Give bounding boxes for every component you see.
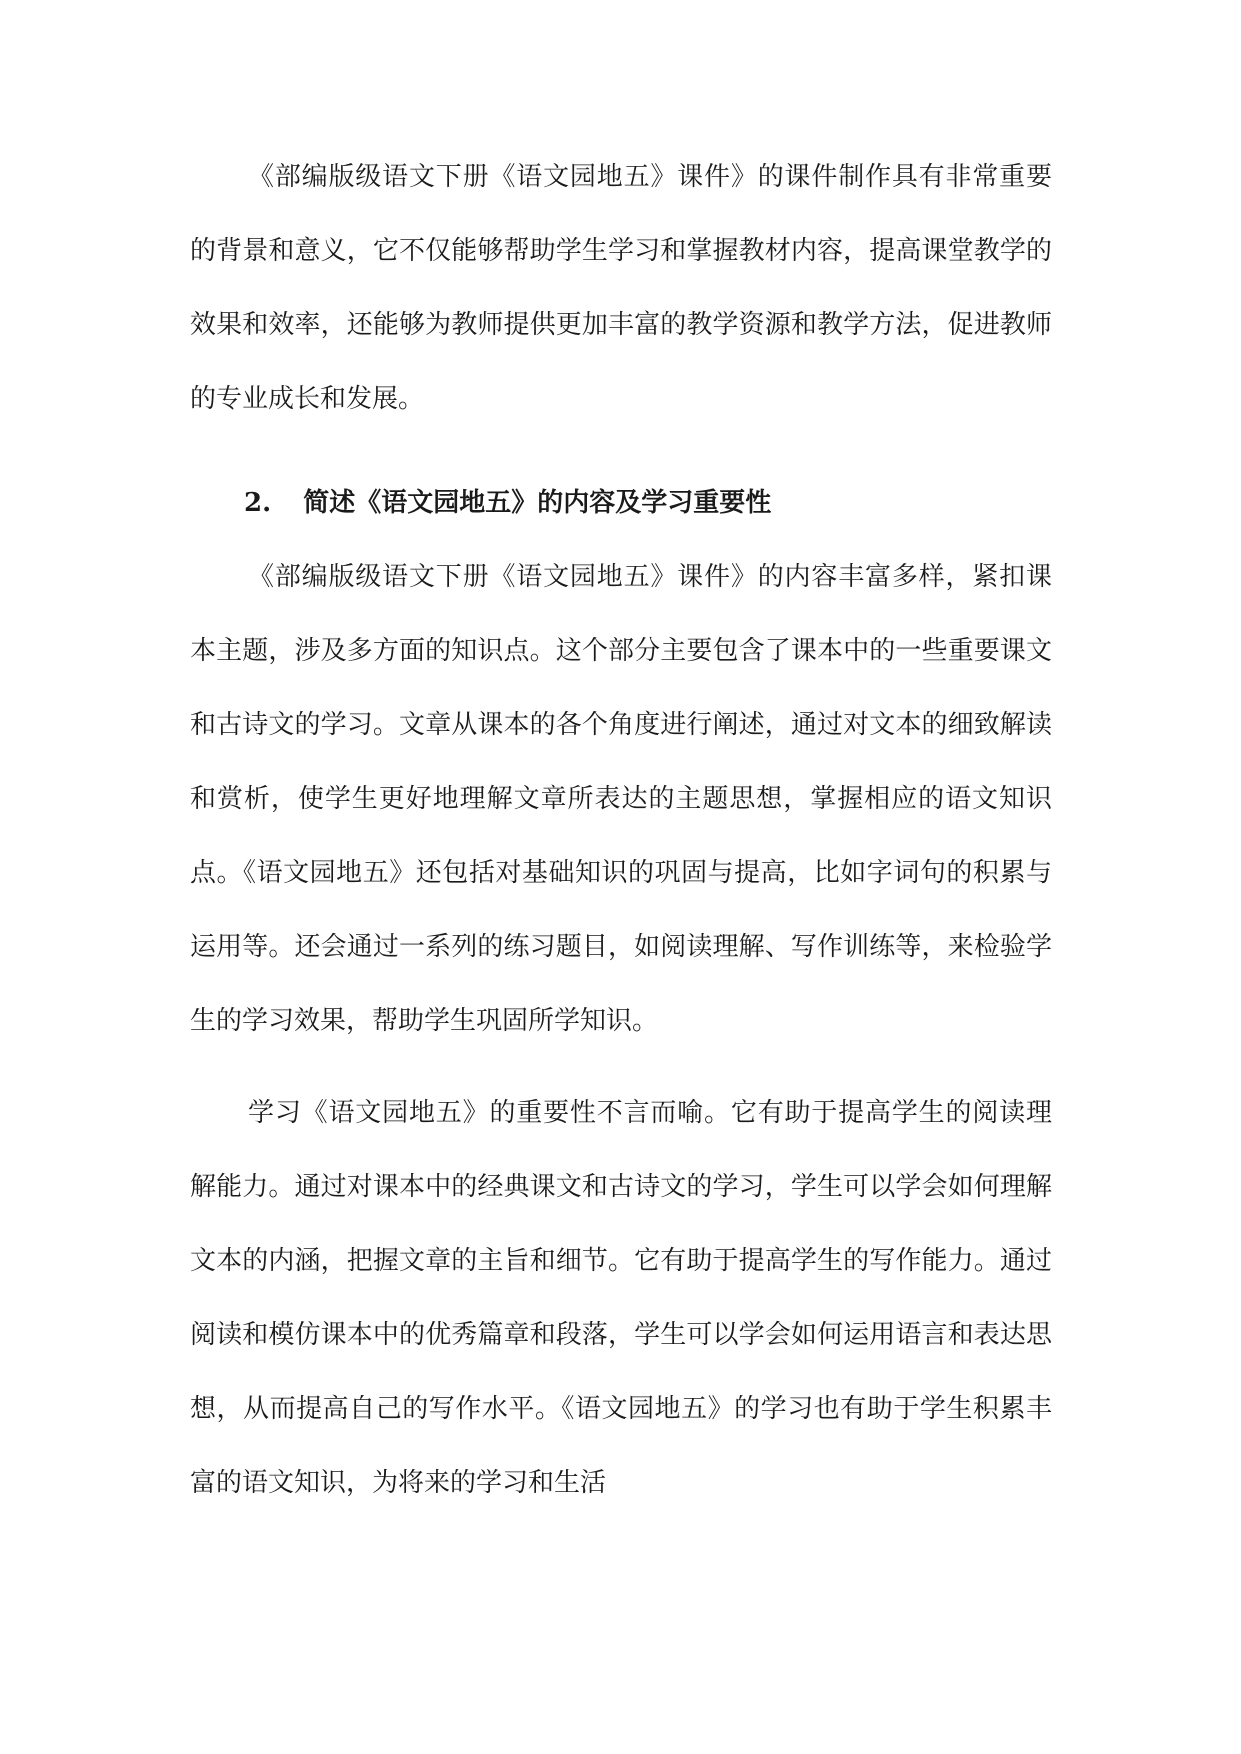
paragraph-content: 《部编版级语文下册《语文园地五》课件》的内容丰富多样，紧扣课本主题，涉及多方面的知识点。这个部分主要包含了课本中的一些重要课文和古诗文的学习。文章从课本的各个角度进行阐述，通过对文本的细致解读和赏析，使学生更好地理解文章所表达的主题思想，掌握相应的语文知识点。《语文园地五》还包括对基础知识的巩固与提高，比如字词句的积累与运用等。还会通过一系列的练习题目，如阅读理解、写作训练等，来检验学生的学习效果，帮助学生巩固所学知识。	[190, 562, 1052, 1036]
section-title: 简述《语文园地五》的内容及学习重要性	[303, 488, 772, 518]
section-number: 2.	[244, 488, 272, 518]
paragraph-importance: 学习《语文园地五》的重要性不言而喻。它有助于提高学生的阅读理解能力。通过对课本中的经典课文和古诗文的学习，学生可以学会如何理解文本的内涵，把握文章的主旨和细节。它有助于提高学生的写作能力。通过阅读和模仿课本中的优秀篇章和段落，学生可以学会如何运用语言和表达思想，从而提高自己的写作水平。《语文园地五》的学习也有助于学生积累丰富的语文知识，为将来的学习和生活	[190, 1098, 1052, 1498]
document-body	[190, 140, 1052, 1520]
section-heading	[190, 466, 1052, 540]
paragraph-intro: 《部编版级语文下册《语文园地五》课件》的课件制作具有非常重要的背景和意义，它不仅能够帮助学生学习和掌握教材内容，提高课堂教学的效果和效率，还能够为教师提供更加丰富的教学资源和教学方法，促进教师的专业成长和发展。	[190, 162, 1052, 414]
